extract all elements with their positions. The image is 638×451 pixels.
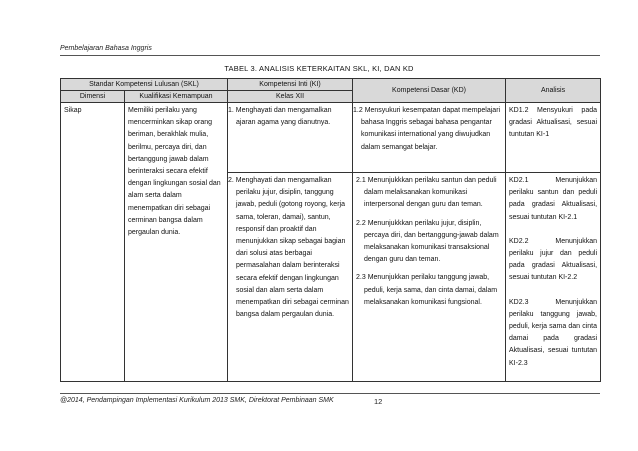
header-skl: Standar Kompetensi Lulusan (SKL) xyxy=(61,79,228,91)
cell-ki2 xyxy=(228,173,353,382)
footer-divider xyxy=(60,393,600,394)
kd22-text: 2.2 Menunjukkkan perilaku jujur, disiplin, percaya diri, dan bertanggung-jawab dalam melaksanakan komunikasi transaksional dengan guru dan teman. xyxy=(356,219,499,264)
header-row-1 xyxy=(61,79,601,91)
header-kualifikasi: Kualifikasi Kemampuan xyxy=(125,91,228,103)
kualifikasi-text: Memiliki perilaku yang mencerminkan sikap orang beriman, berakhlak mulia, berilmu, percaya diri, dan bertanggung jawab dalam berinteraksi secara efektif dengan lingkungan sosial dan alam serta dalam menempatkan diri sebagai cerminan bangsa dalam pergaulan dunia. xyxy=(128,107,221,237)
dimensi-text: Sikap xyxy=(64,107,82,114)
header-ki: Kompetensi Inti (KI) xyxy=(228,79,353,91)
an22-text: KD2.2 Menunjukkan perilaku jujur dan peduli pada gradasi Aktualisasi, sesuai tuntutan KI-2.2 xyxy=(509,237,598,282)
page-header-title: Pembelajaran Bahasa Inggris xyxy=(60,45,152,52)
header-kd: Kompetensi Dasar (KD) xyxy=(353,79,506,103)
page-number: 12 xyxy=(374,397,383,406)
ki2-text: 2. Menghayati dan mengamalkan perilaku jujur, disiplin, tanggung jawab, peduli (gotong royong, kerja sama, toleran, damai), santun, responsif dan proaktif dan menunjukkan sikap sebagai bagian dari solusi atas berbagai permasalahan dalam berinteraksi secara efektif dengan lingkungan sosial dan alam serta dalam menempatkan diri sebagai cerminan bangsa dalam pergaulan dunia. xyxy=(228,177,349,319)
an21-text: KD2.1 Menunjukkan perilaku santun dan peduli pada gradasi Aktualisasi, sesuai tuntutan KI-2.1 xyxy=(509,177,598,221)
header-divider xyxy=(60,55,600,56)
an12-text: KD1.2 Mensyukuri pada gradasi Aktualisasi, sesuai tuntutan KI-1 xyxy=(509,107,598,139)
cell-kd2 xyxy=(353,173,506,382)
cell-an2 xyxy=(506,173,601,382)
kd12-text: 1.2 Mensyukuri kesempatan dapat mempelajari bahasa Inggris sebagai bahasa pengantar komunikasi international yang diwujudkan dalam semangat belajar. xyxy=(353,107,501,151)
cell-an12 xyxy=(506,103,601,173)
cell-kualifikasi xyxy=(125,103,228,382)
cell-kd12 xyxy=(353,103,506,173)
analysis-table xyxy=(60,78,601,382)
footer-text: @2014, Pendampingan Implementasi Kurikulum 2013 SMK, Direktorat Pembinaan SMK xyxy=(60,397,334,404)
kd23-text: 2.3 Menunjukkan perilaku tanggung jawab, peduli, kerja sama, dan cinta damai, dalam melaksanakan komunikasi fungsional. xyxy=(356,274,498,306)
header-analisis: Analisis xyxy=(506,79,601,103)
table-row-ki1 xyxy=(61,103,601,173)
kd21-text: 2.1 Menunjukkkan perilaku santun dan peduli dalam melaksanakan komunikasi interpersonal dengan guru dan teman. xyxy=(356,177,497,209)
cell-dimensi xyxy=(61,103,125,382)
cell-ki1 xyxy=(228,103,353,173)
table-title: TABEL 3. ANALISIS KETERKAITAN SKL, KI, DAN KD xyxy=(224,64,414,73)
ki1-text: 1. Menghayati dan mengamalkan ajaran agama yang dianutnya. xyxy=(228,107,332,127)
header-dimensi: Dimensi xyxy=(61,91,125,103)
an23-text: KD2.3 Menunjukkan perilaku tanggung jawab, peduli, kerja sama dan cinta damai pada gradasi Aktualisasi, sesuai tuntutan KI-2.3 xyxy=(509,298,598,367)
header-kelas: Kelas XII xyxy=(228,91,353,103)
